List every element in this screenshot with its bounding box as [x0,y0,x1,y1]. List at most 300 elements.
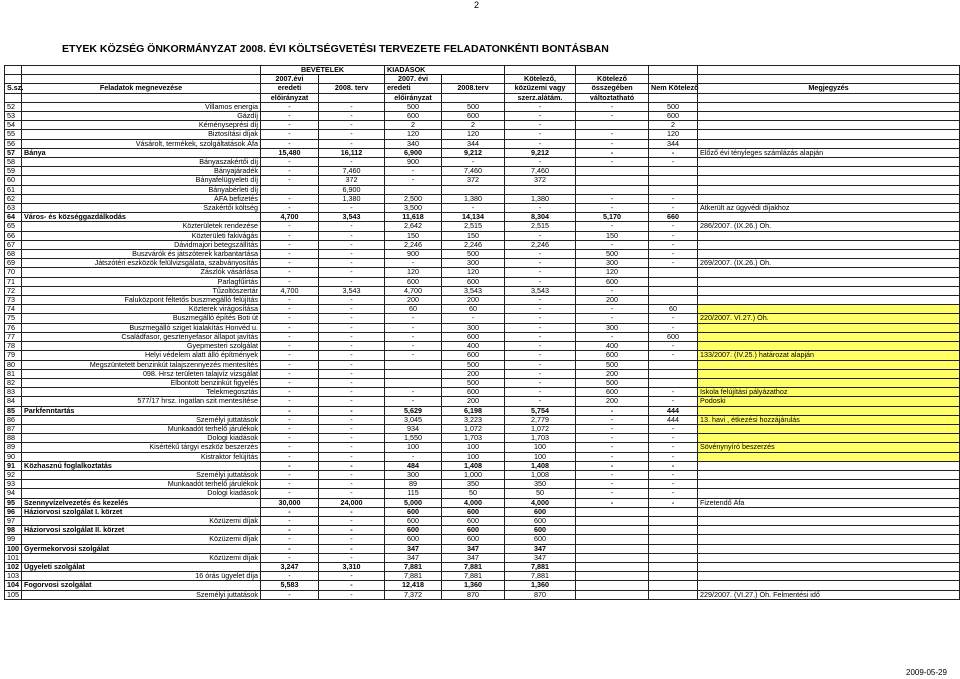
row-value-cell [649,562,698,571]
header-col7: Nem Kötelező [649,84,698,93]
row-value-cell: 100 [442,443,505,452]
row-value-cell: - [261,204,319,213]
row-value-cell: - [576,286,649,295]
row-number: 94 [5,489,22,498]
row-value-cell: - [319,369,385,378]
header-col1-line3: előirányzat [261,93,319,102]
row-value-cell: 5,170 [576,213,649,222]
table-row [5,507,960,516]
row-value-cell: - [319,323,385,332]
row-value-cell: - [261,222,319,231]
row-value-cell [576,526,649,535]
row-value-cell: 300 [576,323,649,332]
row-number: 98 [5,526,22,535]
table-row [5,424,960,433]
row-value-cell: - [319,424,385,433]
row-value-cell: - [261,250,319,259]
row-note: Előző évi tényleges számlázás alapján [698,148,960,157]
row-note [698,176,960,185]
row-number: 59 [5,167,22,176]
row-value-cell: - [505,314,576,323]
row-value-cell: - [261,388,319,397]
row-value-cell: 200 [442,369,505,378]
row-value-cell [649,268,698,277]
row-value-cell: - [649,314,698,323]
row-note [698,581,960,590]
table-row [5,553,960,562]
row-note: Podoski [698,397,960,406]
row-number: 97 [5,516,22,525]
row-value-cell: 1,380 [319,194,385,203]
header-col2: 2008. terv [319,84,385,93]
row-number: 82 [5,378,22,387]
row-value-cell: - [505,231,576,240]
row-task-name: Szennyvízelvezetés és kezelés [22,498,261,507]
row-value-cell: - [649,222,698,231]
row-task-name: Közüzemi díjak [22,516,261,525]
row-value-cell: - [505,332,576,341]
row-value-cell: - [261,424,319,433]
row-value-cell: - [261,342,319,351]
row-task-name: Gyermekorvosi szolgálat [22,544,261,553]
row-value-cell: 3,543 [319,213,385,222]
row-value-cell: - [319,553,385,562]
row-value-cell: 500 [442,250,505,259]
row-number: 57 [5,148,22,157]
row-value-cell: 400 [576,342,649,351]
row-value-cell: 600 [576,351,649,360]
row-value-cell: 3,500 [385,204,442,213]
row-value-cell: 372 [442,176,505,185]
row-value-cell [576,553,649,562]
row-value-cell: - [576,139,649,148]
row-value-cell [576,535,649,544]
row-value-cell: 600 [385,535,442,544]
table-row [5,562,960,571]
row-number: 56 [5,139,22,148]
table-row [5,222,960,231]
row-value-cell: 1,408 [442,461,505,470]
row-value-cell [576,185,649,194]
row-value-cell: 1,008 [505,470,576,479]
row-value-cell: 2 [442,121,505,130]
table-row [5,194,960,203]
row-task-name: 098. Hrsz területen talajvíz vizsgálat [22,369,261,378]
row-value-cell: 12,418 [385,581,442,590]
row-value-cell: 600 [442,516,505,525]
row-note: 269/2007. (IX.26.) Öh. [698,259,960,268]
row-value-cell: - [319,259,385,268]
row-value-cell: - [319,222,385,231]
row-value-cell: - [576,314,649,323]
row-value-cell: 600 [385,277,442,286]
row-note: 220/2007. VI.27.) Öh. [698,314,960,323]
row-value-cell: 100 [505,443,576,452]
row-value-cell: 60 [385,305,442,314]
row-value-cell: 3,045 [385,415,442,424]
row-value-cell: - [576,461,649,470]
row-note [698,277,960,286]
row-value-cell: - [261,360,319,369]
row-value-cell: - [319,572,385,581]
row-task-name: Elbontott benzinkút figyelés [22,378,261,387]
row-value-cell: 870 [442,590,505,599]
row-note [698,452,960,461]
row-note [698,470,960,479]
row-value-cell: - [505,268,576,277]
row-value-cell [649,185,698,194]
row-note [698,296,960,305]
row-value-cell: - [576,102,649,111]
table-row [5,148,960,157]
row-value-cell: - [649,250,698,259]
row-value-cell: - [319,342,385,351]
row-number: 70 [5,268,22,277]
row-value-cell: - [261,452,319,461]
row-value-cell: - [505,397,576,406]
row-value-cell: - [261,470,319,479]
row-value-cell: 600 [442,526,505,535]
row-value-cell: 7,881 [385,572,442,581]
header-col3-line3: előirányzat [385,93,442,102]
row-value-cell: 5,000 [385,498,442,507]
row-value-cell: - [505,388,576,397]
row-value-cell: 2 [649,121,698,130]
row-value-cell: - [319,158,385,167]
row-task-name: Személyi juttatások [22,470,261,479]
row-note [698,240,960,249]
row-number: 54 [5,121,22,130]
row-value-cell: - [649,240,698,249]
row-value-cell: 347 [442,544,505,553]
row-note [698,130,960,139]
row-value-cell: - [261,443,319,452]
row-value-cell: - [576,424,649,433]
table-row [5,452,960,461]
row-value-cell: - [576,406,649,415]
table-row [5,305,960,314]
row-task-name: Biztosítási díjak [22,130,261,139]
row-value-cell: - [505,351,576,360]
row-number: 69 [5,259,22,268]
row-note: 13. havi , étkezési hozzájárulás [698,415,960,424]
row-value-cell: - [385,397,442,406]
row-note [698,323,960,332]
table-row [5,167,960,176]
row-value-cell: - [261,102,319,111]
row-note [698,461,960,470]
row-value-cell: - [385,452,442,461]
row-value-cell [649,590,698,599]
row-value-cell: - [261,305,319,314]
row-task-name: Bányaszakértői díj [22,158,261,167]
row-value-cell: 2,642 [385,222,442,231]
row-value-cell: 7,460 [442,167,505,176]
row-value-cell: - [261,167,319,176]
row-value-cell [649,286,698,295]
row-value-cell: 3,543 [442,286,505,295]
row-value-cell: 344 [649,139,698,148]
row-value-cell: - [649,434,698,443]
row-value-cell: - [649,194,698,203]
row-value-cell [385,369,442,378]
row-number: 86 [5,415,22,424]
row-note [698,112,960,121]
row-value-cell: - [261,406,319,415]
row-value-cell: - [505,369,576,378]
row-value-cell: - [649,204,698,213]
row-number: 104 [5,581,22,590]
row-value-cell: - [319,378,385,387]
footer-date: 2009-05-29 [906,668,947,677]
row-value-cell: 2 [385,121,442,130]
row-value-cell [576,562,649,571]
table-row [5,268,960,277]
row-number: 92 [5,470,22,479]
row-value-cell: 300 [385,470,442,479]
row-value-cell [576,544,649,553]
row-value-cell: 3,310 [319,562,385,571]
row-value-cell: 444 [649,406,698,415]
table-row [5,158,960,167]
row-value-cell: 6,900 [385,148,442,157]
row-value-cell [385,360,442,369]
row-value-cell: - [319,277,385,286]
row-value-cell: 24,000 [319,498,385,507]
row-value-cell: - [319,130,385,139]
row-value-cell: - [385,314,442,323]
table-row [5,213,960,222]
row-value-cell: - [261,296,319,305]
table-row [5,572,960,581]
row-value-cell: - [649,158,698,167]
row-value-cell: 150 [576,231,649,240]
table-row [5,351,960,360]
row-task-name: Szakértői költség [22,204,261,213]
row-value-cell: 300 [442,259,505,268]
header-col5-line1: Kötelező, [505,75,576,84]
row-value-cell: - [576,240,649,249]
row-task-name: Dologi kiadások [22,489,261,498]
row-value-cell: 50 [505,489,576,498]
row-value-cell: - [505,277,576,286]
row-value-cell: - [319,406,385,415]
row-value-cell: 600 [576,277,649,286]
row-task-name: Kéményseprési díj [22,121,261,130]
row-task-name: Dologi kiadások [22,434,261,443]
row-value-cell: - [505,360,576,369]
row-value-cell: 1,072 [442,424,505,433]
row-value-cell: 1,703 [442,434,505,443]
row-task-name: Játszótéri eszközök felülvizsgálata, szabványosítás [22,259,261,268]
row-number: 66 [5,231,22,240]
row-value-cell [576,176,649,185]
row-value-cell: - [261,231,319,240]
row-value-cell: - [261,544,319,553]
table-row [5,360,960,369]
header-col-no: S.sz. [5,84,22,93]
row-value-cell: 2,515 [442,222,505,231]
row-number: 74 [5,305,22,314]
row-value-cell: - [576,415,649,424]
row-value-cell: 350 [442,480,505,489]
row-value-cell: - [649,480,698,489]
row-value-cell: - [649,461,698,470]
row-value-cell: - [576,470,649,479]
row-value-cell: 15,480 [261,148,319,157]
row-value-cell [576,572,649,581]
table-row [5,498,960,507]
row-value-cell: - [576,452,649,461]
table-row [5,415,960,424]
row-value-cell: 3,223 [442,415,505,424]
table-row [5,185,960,194]
row-value-cell: - [576,148,649,157]
row-value-cell: - [505,259,576,268]
row-value-cell: - [385,351,442,360]
row-note [698,360,960,369]
row-value-cell: - [261,516,319,525]
row-value-cell: - [505,204,576,213]
row-value-cell: - [319,314,385,323]
row-value-cell: 115 [385,489,442,498]
row-value-cell [649,176,698,185]
row-value-cell: 600 [505,516,576,525]
row-value-cell: - [261,332,319,341]
row-number: 101 [5,553,22,562]
header-col4: 2008.terv [442,84,505,93]
row-value-cell: 7,881 [442,572,505,581]
table-row [5,480,960,489]
row-value-cell: 600 [442,351,505,360]
row-value-cell [649,544,698,553]
row-value-cell: 6,900 [319,185,385,194]
row-number: 93 [5,480,22,489]
row-number: 103 [5,572,22,581]
row-value-cell: - [261,139,319,148]
row-value-cell: 870 [505,590,576,599]
row-value-cell: - [319,415,385,424]
row-value-cell: 30,000 [261,498,319,507]
table-row [5,544,960,553]
row-number: 68 [5,250,22,259]
row-value-cell: 100 [385,443,442,452]
row-value-cell: - [505,342,576,351]
row-value-cell: - [319,489,385,498]
row-value-cell: 600 [385,526,442,535]
row-task-name: Közterületi fakivágás [22,231,261,240]
header-col1-line1: 2007.évi [261,75,319,84]
row-value-cell [649,277,698,286]
table-row [5,112,960,121]
table-row [5,296,960,305]
row-value-cell: - [319,461,385,470]
row-value-cell: 4,700 [261,213,319,222]
row-value-cell: 7,460 [319,167,385,176]
row-value-cell: - [319,470,385,479]
row-value-cell: 200 [576,369,649,378]
row-value-cell: - [442,204,505,213]
table-row [5,130,960,139]
row-value-cell: 4,000 [505,498,576,507]
row-value-cell: 347 [442,553,505,562]
row-note [698,268,960,277]
row-value-cell: 2,779 [505,415,576,424]
row-value-cell: - [261,553,319,562]
table-row [5,231,960,240]
row-number: 61 [5,185,22,194]
row-note: 133/2007. (IV.25.) határozat alapján [698,351,960,360]
table-row [5,443,960,452]
row-value-cell: - [649,470,698,479]
row-value-cell: 347 [505,544,576,553]
table-row [5,590,960,599]
row-value-cell [649,167,698,176]
header-kiadasok: KIADÁSOK [385,66,505,75]
row-value-cell: - [319,443,385,452]
row-task-name: Bánya [22,148,261,157]
row-value-cell: 7,881 [442,562,505,571]
row-task-name: Bányafelügyeleti díj [22,176,261,185]
row-value-cell: 6,198 [442,406,505,415]
row-value-cell: - [261,130,319,139]
row-number: 87 [5,424,22,433]
row-value-cell [649,553,698,562]
row-note [698,572,960,581]
row-value-cell: - [261,415,319,424]
row-value-cell: 7,460 [505,167,576,176]
row-value-cell: 444 [649,415,698,424]
row-value-cell: 7,881 [505,572,576,581]
row-value-cell: - [505,102,576,111]
row-task-name: Város- és községgazdálkodás [22,213,261,222]
row-value-cell: 500 [576,250,649,259]
row-note [698,286,960,295]
row-value-cell: - [576,489,649,498]
table-row [5,332,960,341]
row-value-cell: 1,360 [442,581,505,590]
table-row [5,470,960,479]
row-note [698,526,960,535]
table-row [5,489,960,498]
row-value-cell: 600 [649,112,698,121]
row-value-cell [576,516,649,525]
row-value-cell: 2,246 [385,240,442,249]
row-value-cell: - [319,360,385,369]
row-task-name: Telekmegosztás [22,388,261,397]
row-number: 83 [5,388,22,397]
row-value-cell: - [261,277,319,286]
row-value-cell: 600 [442,388,505,397]
row-note: Fizetendő Áfa [698,498,960,507]
row-value-cell: 120 [385,268,442,277]
row-value-cell: - [505,250,576,259]
row-value-cell: 400 [442,342,505,351]
row-value-cell: 7,881 [505,562,576,571]
row-value-cell: - [649,231,698,240]
row-note [698,158,960,167]
row-value-cell: 120 [442,130,505,139]
row-value-cell: - [319,121,385,130]
row-number: 53 [5,112,22,121]
row-value-cell: - [261,572,319,581]
row-number: 96 [5,507,22,516]
row-task-name: Parlagfűirtás [22,277,261,286]
row-value-cell: - [319,332,385,341]
row-task-name: Dávidmajori betegszállítás [22,240,261,249]
row-value-cell: 600 [385,112,442,121]
row-value-cell: - [505,121,576,130]
